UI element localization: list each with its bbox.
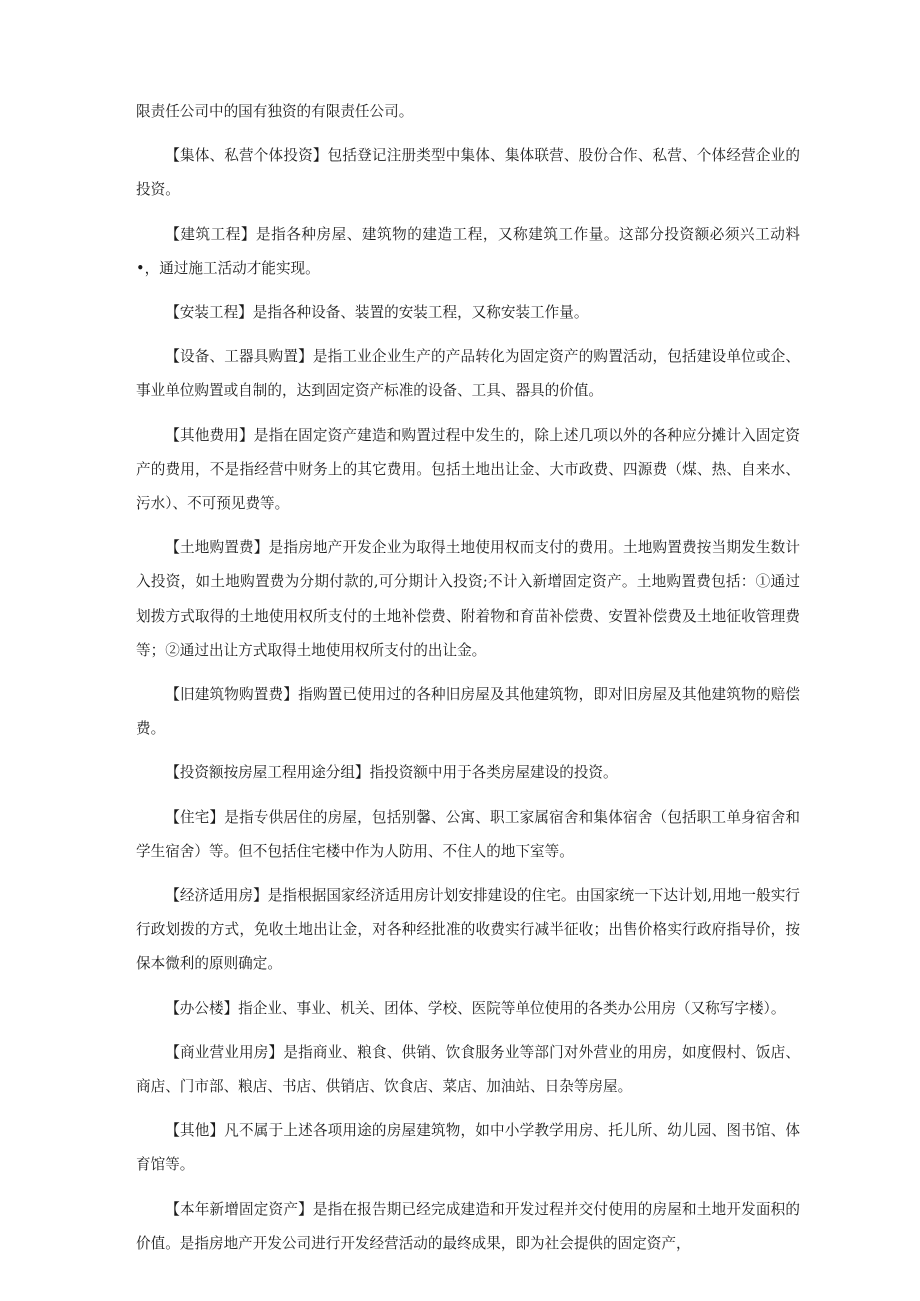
definition-text: 是指工业企业生产的产品转化为固定资产的购置活动，包括建设单位或企、事业单位购置或自制的，达到固定资产标准的设备、工具、器具的价值。 bbox=[136, 348, 800, 400]
definition-term: 【经济适用房】 bbox=[165, 887, 268, 905]
definition-text: 是指商业、粮食、供销、饮食服务业等部门对外营业的用房，如度假村、饭店、商店、门市部、粮店、书店、供销店、饮食店、菜店、加油站、日杂等房屋。 bbox=[136, 1043, 800, 1096]
definition-term: 【安装工程】 bbox=[165, 304, 253, 322]
definition-other bbox=[136, 1114, 800, 1182]
document-page bbox=[136, 95, 800, 1271]
definition-text: 是指根据国家经济适用房计划安排建设的住宅。由国家统一下达计划,用地一般实行行政划拨的方式，免收土地出让金，对各种经批准的收费实行减半征收；出售价格实行政府指导价，按保本微利的原则确定。 bbox=[136, 887, 800, 973]
definition-text: 是指在报告期已经完成建造和开发过程并交付使用的房屋和土地开发面积的价值。是指房地产开发公司进行开发经营活动的最终成果，即为社会提供的固定资产， bbox=[136, 1200, 800, 1252]
definition-term: 【办公楼】 bbox=[165, 999, 239, 1017]
definition-term: 【建筑工程】 bbox=[165, 225, 256, 243]
definition-term: 【其他】 bbox=[165, 1122, 225, 1140]
definition-installation-works bbox=[136, 296, 800, 330]
definition-residential bbox=[136, 801, 800, 869]
definition-term: 【本年新增固定资产】 bbox=[165, 1200, 313, 1218]
definition-term: 【旧建筑物购置费】 bbox=[165, 686, 299, 704]
definition-equipment-purchase bbox=[136, 340, 800, 408]
definition-land-purchase-fee bbox=[136, 531, 800, 668]
definition-term: 【土地购置费】 bbox=[165, 539, 269, 557]
definition-office-building bbox=[136, 992, 800, 1026]
definition-text: 凡不属于上述各项用途的房屋建筑物，如中小学教学用房、托儿所、幼儿园、图书馆、体育馆等。 bbox=[136, 1122, 800, 1174]
definition-text: 是指在固定资产建造和购置过程中发生的，除上述几项以外的各种应分摊计入固定资产的费用，不是指经营中财务上的其它费用。包括土地出让金、大市政费、四源费（煤、热、自来水、污水）、不可预见费等。 bbox=[136, 426, 800, 513]
definition-term: 【住宅】 bbox=[165, 808, 225, 826]
definition-term: 【商业营业用房】 bbox=[165, 1043, 284, 1061]
definition-investment-by-building-use bbox=[136, 756, 800, 790]
definition-text: 是指各种房屋、建筑物的建造工程，又称建筑工作量。这部分投资额必须兴工动料•，通过施工活动才能实现。 bbox=[136, 225, 800, 277]
definition-term: 【投资额按房屋工程用途分组】 bbox=[165, 764, 370, 782]
definition-new-fixed-assets bbox=[136, 1193, 800, 1261]
definition-text: 是指各种设备、装置的安装工程，又称安装工作量。 bbox=[252, 304, 589, 322]
definition-term: 【设备、工器具购置】 bbox=[165, 348, 313, 366]
definition-text: 指企业、事业、机关、团体、学校、医院等单位使用的各类办公用房（又称写字楼）。 bbox=[238, 999, 786, 1017]
definition-text: 是指专供居住的房屋，包括别馨、公寓、职工家属宿舍和集体宿舍（包括职工单身宿舍和学生宿舍）等。但不包括住宅楼中作为人防用、不住人的地下室等。 bbox=[136, 808, 800, 860]
paragraph-continuation bbox=[136, 95, 800, 129]
definition-text: 包括登记注册类型中集体、集体联营、股份合作、私营、个体经营企业的投资。 bbox=[136, 147, 800, 199]
definition-collective-private-investment bbox=[136, 139, 800, 207]
definition-affordable-housing bbox=[136, 879, 800, 982]
definition-term: 【其他费用】 bbox=[165, 426, 254, 444]
paragraph-text: 限责任公司中的国有独资的有限责任公司。 bbox=[136, 103, 414, 120]
definition-term: 【集体、私营个体投资】 bbox=[165, 147, 328, 165]
definition-text: 指投资额中用于各类房屋建设的投资。 bbox=[369, 764, 618, 782]
definition-other-expenses bbox=[136, 419, 800, 522]
definition-text: 是指房地产开发企业为取得土地使用权而支付的费用。土地购置费按当期发生数计入投资，如土地购置费为分期付款的,可分期计入投资;不计入新增固定资产。土地购置费包括：①通过划拨方式取得的土地使用权所支付的土地补偿费、附着物和育苗补偿费、安置补偿费及土地征收管理费等；②通过出让方式取得土地使用权所支付的出让金。 bbox=[136, 539, 800, 659]
definition-old-building-purchase bbox=[136, 678, 800, 746]
definition-text: 指购置已使用过的各种旧房屋及其他建筑物，即对旧房屋及其他建筑物的赔偿费。 bbox=[136, 686, 800, 738]
definition-construction-works bbox=[136, 218, 800, 286]
definition-commercial-premises bbox=[136, 1036, 800, 1104]
